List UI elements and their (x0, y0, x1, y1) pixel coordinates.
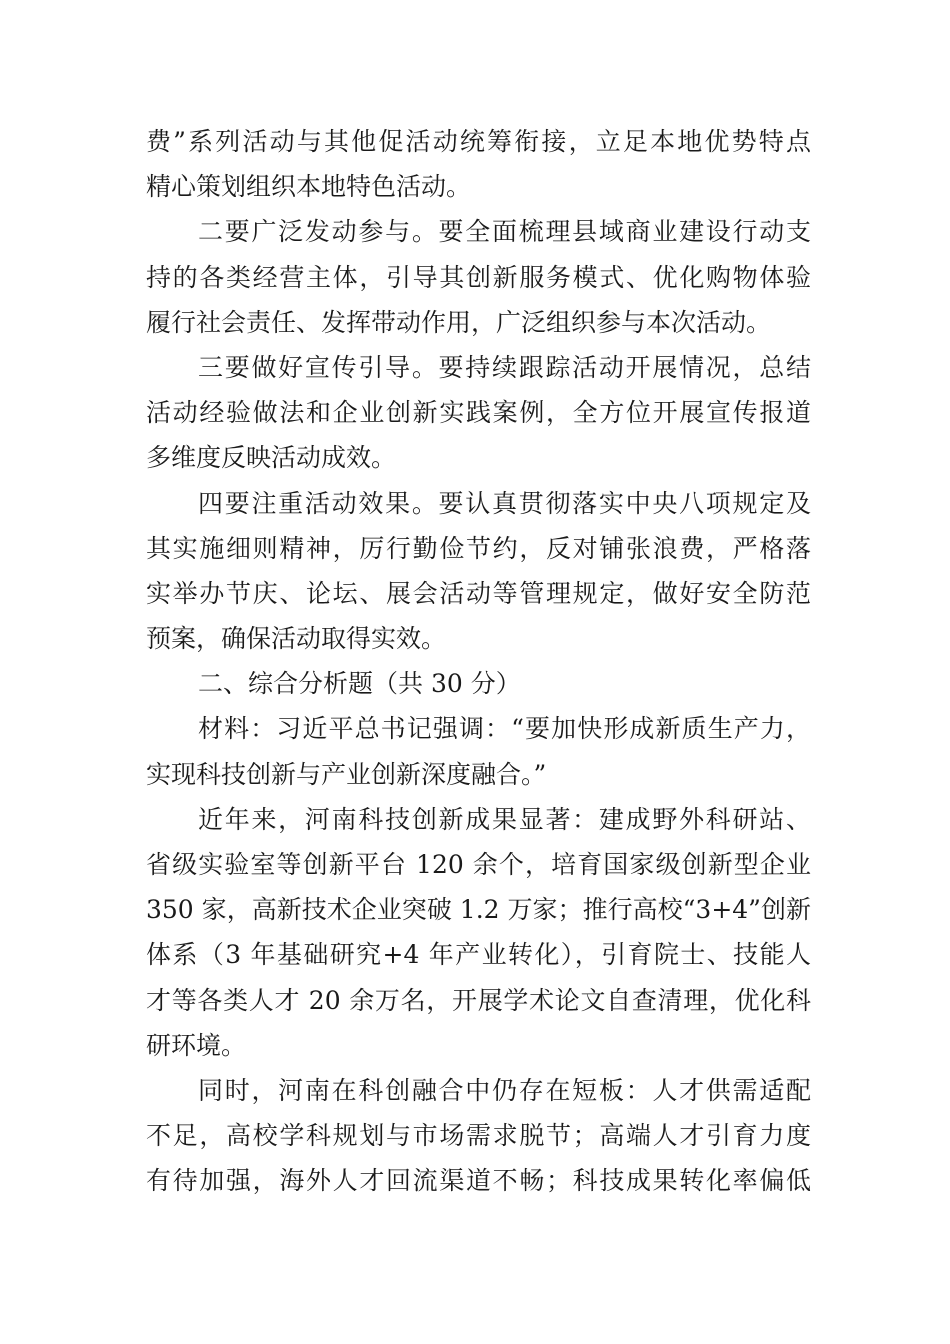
text-line: 四要注重活动效果。要认真贯彻落实中央八项规定及 (198, 488, 811, 518)
text-line: 三要做好宣传引导。要持续跟踪活动开展情况，总结 (198, 352, 811, 382)
text-line: 预案，确保活动取得实效。 (146, 624, 447, 654)
text-line: 350 家，高新技术企业突破 1.2 万家；推行高校“3+4”创新 (146, 895, 811, 925)
text-line: 省级实验室等创新平台 120 余个，培育国家级创新型企业 (146, 850, 811, 879)
text-line: 实现科技创新与产业创新深度融合。” (146, 759, 547, 789)
text-line: 费”系列活动与其他促活动统筹衔接，立足本地优势特点 (146, 127, 811, 156)
text-line: 材料：习近平总书记强调：“要加快形成新质生产力， (198, 714, 811, 744)
text-line: 二要广泛发动参与。要全面梳理县域商业建设行动支 (198, 217, 811, 247)
text-line: 持的各类经营主体，引导其创新服务模式、优化购物体验 (146, 262, 811, 292)
text-line: 多维度反映活动成效。 (146, 443, 397, 473)
text-line: 二、综合分析题（共 30 分） (198, 669, 521, 699)
text-line: 精心策划组织本地特色活动。 (146, 172, 472, 202)
text-line: 其实施细则精神，厉行勤俭节约，反对铺张浪费，严格落 (146, 533, 811, 563)
text-line: 研环境。 (146, 1030, 247, 1060)
text-line: 才等各类人才 20 余万名，开展学术论文自查清理，优化科 (146, 985, 811, 1015)
document-body (146, 119, 811, 1204)
text-line: 同时，河南在科创融合中仍存在短板：人才供需适配 (198, 1075, 811, 1105)
text-line: 活动经验做法和企业创新实践案例，全方位开展宣传报道 (146, 398, 811, 428)
text-line: 履行社会责任、发挥带动作用，广泛组织参与本次活动。 (146, 307, 772, 337)
text-line: 不足，高校学科规划与市场需求脱节；高端人才引育力度 (146, 1121, 811, 1151)
text-line: 体系（3 年基础研究+4 年产业转化），引育院士、技能人 (146, 940, 811, 970)
text-line: 近年来，河南科技创新成果显著：建成野外科研站、 (198, 804, 811, 834)
text-line: 实举办节庆、论坛、展会活动等管理规定，做好安全防范 (146, 578, 811, 608)
text-line: 有待加强，海外人才回流渠道不畅；科技成果转化率偏低 (146, 1166, 811, 1196)
